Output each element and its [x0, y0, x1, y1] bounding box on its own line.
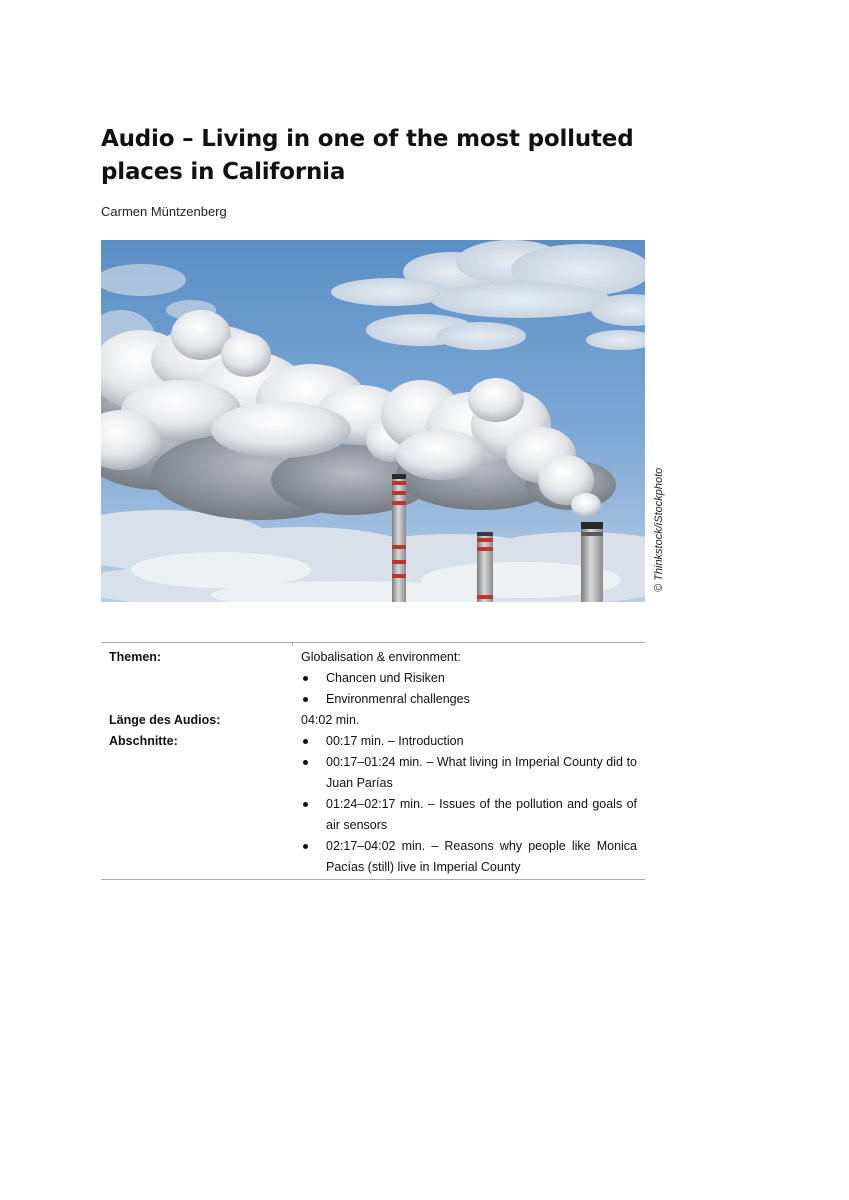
list-item: Environmenral challenges — [301, 689, 637, 710]
themen-label: Themen: — [109, 650, 162, 664]
photo-credit: © Thinkstock/iStockphoto — [653, 467, 665, 592]
smokestack-left — [392, 474, 406, 602]
laenge-label: Länge des Audios: — [109, 713, 221, 727]
smokestack-right — [581, 522, 603, 602]
laenge-value: 04:02 min. — [301, 713, 360, 727]
column-divider — [292, 642, 293, 646]
row-laenge — [101, 710, 645, 731]
themen-heading: Globalisation & environment: — [301, 650, 461, 664]
list-item: 02:17–04:02 min. – Reasons why people like Monica Pacías (still) live in Imperial County — [301, 836, 637, 878]
row-abschnitte — [101, 731, 645, 878]
list-item: Chancen und Risiken — [301, 668, 637, 689]
abschnitte-value — [293, 731, 645, 878]
themen-value — [293, 647, 645, 710]
list-item: 00:17 min. – Introduction — [301, 731, 637, 752]
smokestack-middle — [477, 532, 493, 602]
abschnitte-label: Abschnitte: — [109, 734, 178, 748]
author-name: Carmen Müntzenberg — [101, 204, 227, 219]
list-item: 01:24–02:17 min. – Issues of the pollution and goals of air sensors — [301, 794, 637, 836]
list-item: 00:17–01:24 min. – What living in Imperial County did to Juan Parías — [301, 752, 637, 794]
abschnitte-list — [301, 731, 637, 878]
row-themen — [101, 647, 645, 710]
page-title: Audio – Living in one of the most polluted places in California — [101, 126, 634, 185]
factory-smokestacks-photo — [101, 240, 645, 602]
info-table — [101, 642, 645, 880]
themen-list — [301, 668, 637, 710]
